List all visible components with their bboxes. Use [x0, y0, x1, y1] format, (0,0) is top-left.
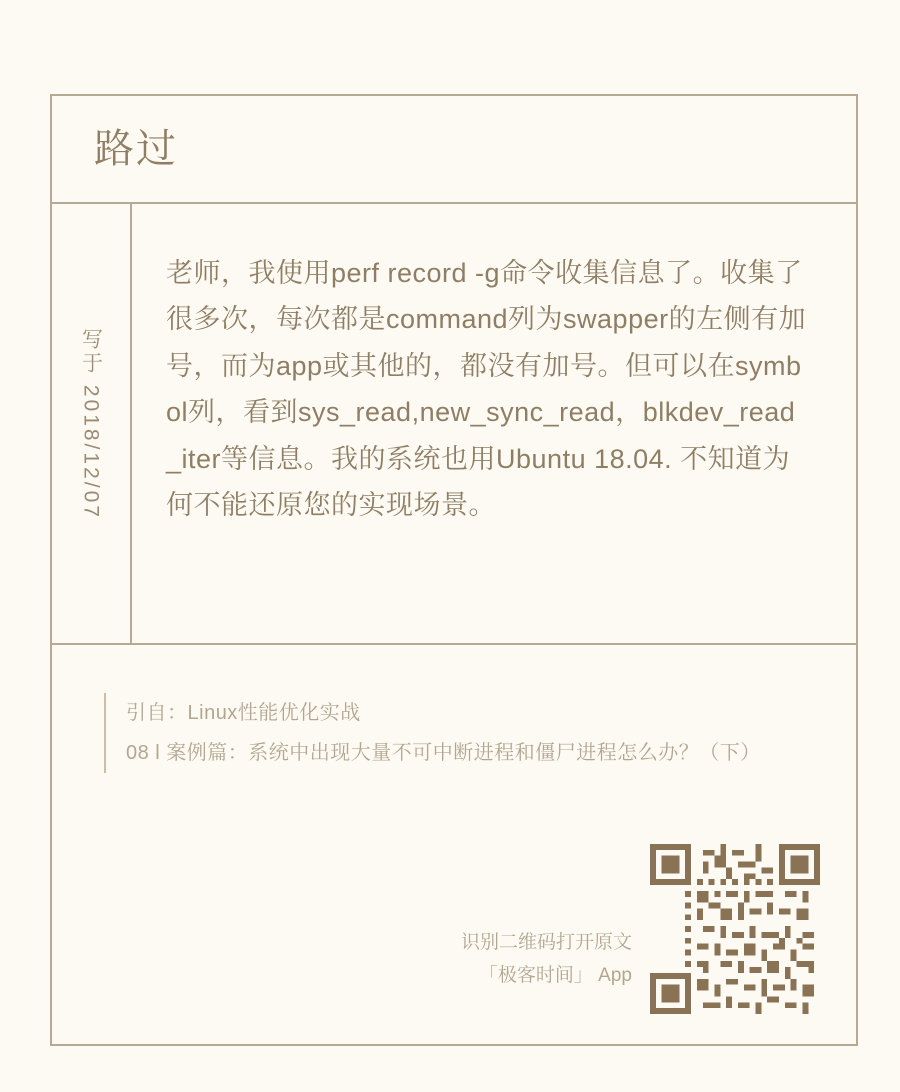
qr-code-icon[interactable]: [650, 844, 820, 1014]
quote-text: 老师，我使用perf record -g命令收集信息了。收集了很多次，每次都是command列为swapper的左侧有加号，而为app或其他的，都没有加号。但可以在symbol列，看到sys_read,new_sync_read，blkdev_read_iter等信息。我的系统也用Ubuntu 18.04. 不知道为何不能还原您的实现场景。: [166, 258, 807, 521]
footer-caption-line-2: 「极客时间」 App: [478, 964, 632, 986]
card-header: [52, 96, 856, 204]
source-article: 08 l 案例篇：系统中出现大量不可中断进程和僵尸进程怎么办？（下）: [126, 742, 761, 764]
source-block: [104, 693, 856, 773]
page-title: 路过: [94, 127, 178, 171]
date-column: [52, 204, 132, 643]
card-body: [52, 204, 856, 645]
quote-column: [132, 204, 856, 643]
source-title: 引自：Linux性能优化实战: [126, 702, 361, 724]
footer-caption-line-1: 识别二维码打开原文: [460, 932, 632, 954]
card-footer: [461, 844, 820, 1014]
date-label: 写于 2018/12/07: [79, 327, 103, 520]
footer-caption: [461, 927, 650, 1014]
quote-card: [50, 94, 858, 1046]
